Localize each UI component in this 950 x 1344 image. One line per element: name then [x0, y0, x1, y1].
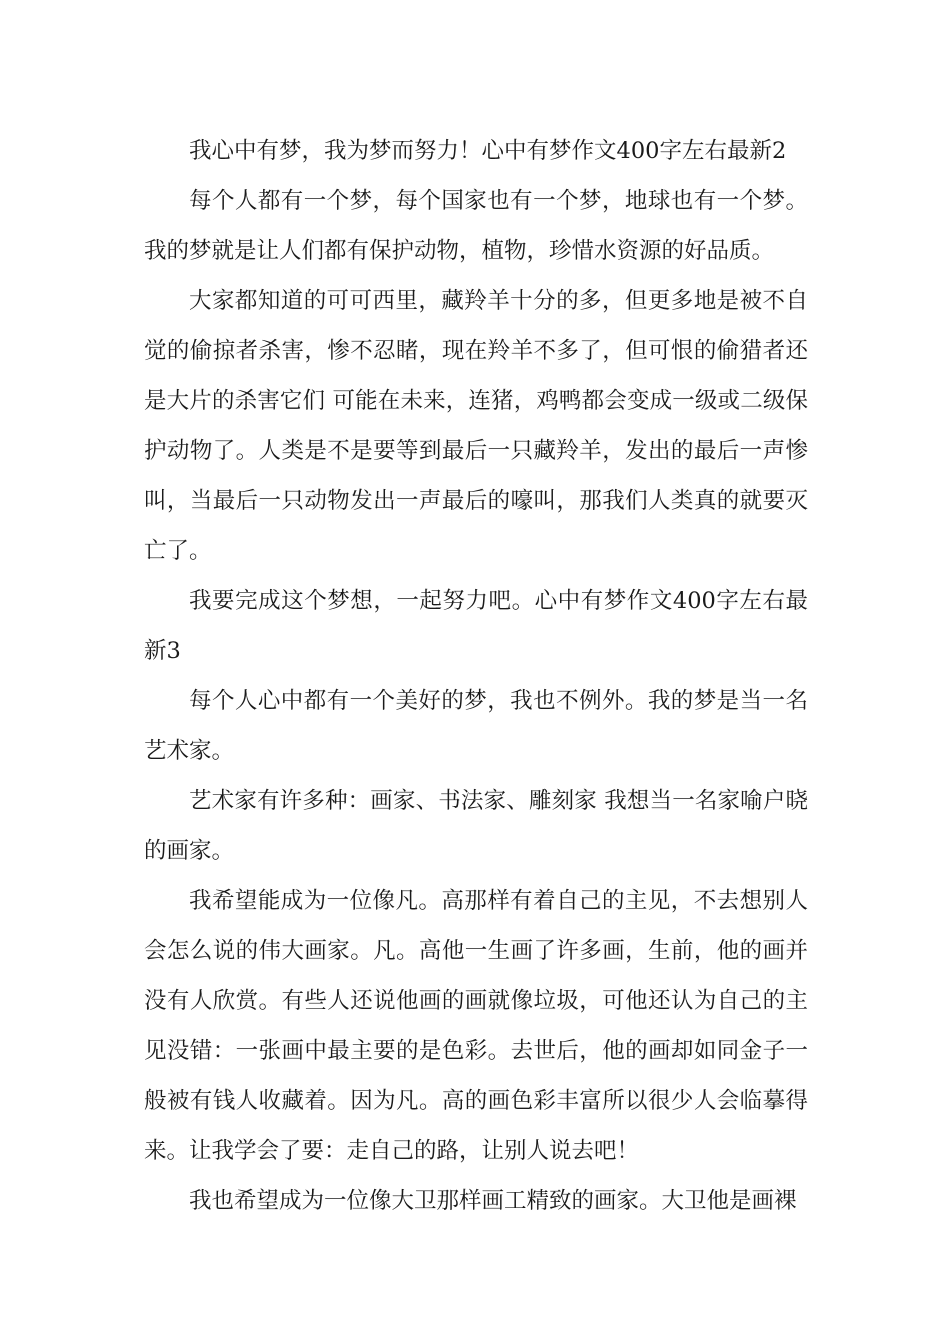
paragraph-5: 每个人心中都有一个美好的梦，我也不例外。我的梦是当一名艺术家。	[144, 688, 808, 764]
document-body	[144, 126, 808, 1226]
paragraph-2: 每个人都有一个梦，每个国家也有一个梦，地球也有一个梦。我的梦就是让人们都有保护动物，植物，珍惜水资源的好品质。	[144, 188, 808, 264]
paragraph-8: 我也希望成为一位像大卫那样画工精致的画家。大卫他是画裸	[189, 1188, 797, 1214]
paragraph-6: 艺术家有许多种：画家、书法家、雕刻家 我想当一名家喻户晓的画家。	[144, 788, 808, 864]
paragraph-1: 我心中有梦，我为梦而努力！心中有梦作文400字左右最新2	[189, 138, 787, 164]
paragraph-7: 我希望能成为一位像凡。高那样有着自己的主见，不去想别人会怎么说的伟大画家。凡。高他一生画了许多画，生前，他的画并没有人欣赏。有些人还说他画的画就像垃圾，可他还认为自己的主见没错：一张画中最主要的是色彩。去世后，他的画却如同金子一般被有钱人收藏着。因为凡。高的画色彩丰富所以很少人会临摹得来。让我学会了要：走自己的路，让别人说去吧！	[144, 888, 808, 1164]
paragraph-4: 我要完成这个梦想，一起努力吧。心中有梦作文400字左右最新3	[144, 588, 808, 664]
paragraph-3: 大家都知道的可可西里，藏羚羊十分的多，但更多地是被不自觉的偷掠者杀害，惨不忍睹，现在羚羊不多了，但可恨的偷猎者还是大片的杀害它们 可能在未来，连猪，鸡鸭都会变成一级或二级保护动物了。人类是不是要等到最后一只藏羚羊，发出的最后一声惨叫，当最后一只动物发出一声最后的嚎叫，那我们人类真的就要灭亡了。	[144, 288, 808, 564]
